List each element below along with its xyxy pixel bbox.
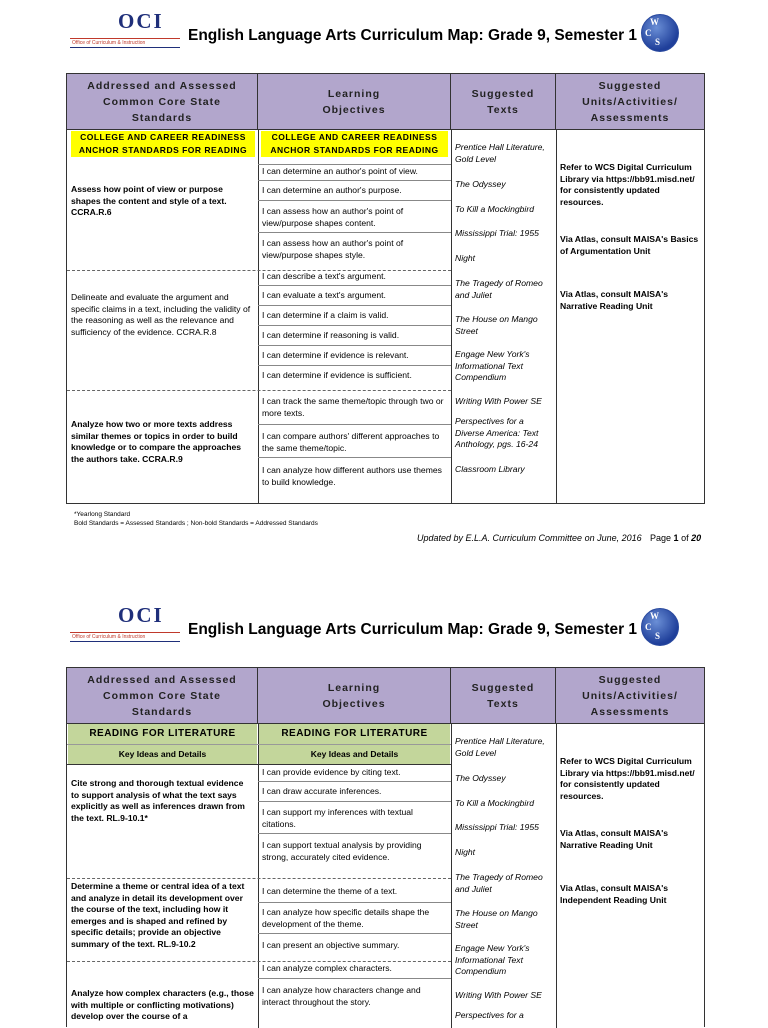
objective-rule <box>258 978 451 979</box>
page-of-label: of <box>681 533 689 543</box>
text-title: The Tragedy of Romeo and Juliet <box>455 872 543 894</box>
objective-rule <box>258 345 451 346</box>
objective-item: I can draw accurate inferences. <box>262 786 382 796</box>
strand-band-left: READING FOR LITERATURE <box>68 724 257 744</box>
text-title: Perspectives for a Diverse America: Text Anthology, pgs. 16-24 <box>455 416 539 449</box>
col-header-objectives: Learning Objectives <box>258 74 451 129</box>
objective-item: I can determine the theme of a text. <box>262 886 398 896</box>
text-title: Night <box>455 253 476 263</box>
seal-letter-w: W <box>650 17 659 27</box>
text-title: Prentice Hall Literature, Gold Level <box>455 142 545 164</box>
objective-item: I can determine an author's point of view. <box>262 166 418 176</box>
substrand-right: Key Ideas and Details <box>259 745 450 764</box>
seal-letter-s: S <box>655 37 661 47</box>
unit-item: Via Atlas, consult MAISA's Narrative Reading Unit <box>560 289 669 311</box>
objective-item: I can analyze how different authors use themes to build knowledge. <box>262 465 442 487</box>
col-header-units: Suggested Units/Activities/ Assessments <box>556 74 704 129</box>
text-title: To Kill a Mockingbird <box>455 798 534 808</box>
col-header-standards: Addressed and Assessed Common Core State Standards <box>67 74 258 129</box>
text-title: Perspectives for a <box>455 1010 524 1020</box>
objective-item: I can assess how an author's point of view/purpose shapes content. <box>262 206 404 228</box>
standard-ccra-r9: Analyze how two or more texts address similar themes or topics in order to build knowledge or to compare the approaches the authors take. CCRA.R.9 <box>71 419 242 464</box>
text-title: Prentice Hall Literature, Gold Level <box>455 736 545 758</box>
objective-rule <box>258 933 451 934</box>
standard-rl-9-10-1: Cite strong and thorough textual evidence to support analysis of what the text says explicitly as well as inferences drawn from the text. RL.9-10.1* <box>71 778 245 823</box>
objective-rule <box>258 457 451 458</box>
objective-item: I can assess how an author's point of view/purpose shapes style. <box>262 238 404 260</box>
text-title: Night <box>455 847 476 857</box>
logo-divider <box>70 38 180 39</box>
text-title: The House on Mango Street <box>455 908 538 930</box>
col-rule-1 <box>258 129 259 504</box>
page-title: English Language Arts Curriculum Map: Grade 9, Semester 1 <box>188 621 638 638</box>
objective-rule <box>258 285 451 286</box>
objective-rule <box>258 801 451 802</box>
standard-ccra-r6: Assess how point of view or purpose shapes the content and style of a text. CCRA.R.6 <box>71 184 227 217</box>
unit-item: Via Atlas, consult MAISA's Independent Reading Unit <box>560 883 669 905</box>
text-title: The Tragedy of Romeo and Juliet <box>455 278 543 300</box>
objective-item: I can describe a text's argument. <box>262 271 386 281</box>
objective-rule <box>258 180 451 181</box>
objective-rule <box>258 200 451 201</box>
logo-subtitle: Office of Curriculum & Instruction <box>72 40 146 46</box>
objective-rule <box>258 365 451 366</box>
text-title: Mississippi Trial: 1955 <box>455 822 539 832</box>
logo-divider <box>70 632 180 633</box>
text-title: Engage New York's Informational Text Compendium <box>455 943 530 976</box>
text-title: Engage New York's Informational Text Compendium <box>455 349 530 382</box>
objective-item: I can present an objective summary. <box>262 940 400 950</box>
text-title: The Odyssey <box>455 179 506 189</box>
text-title: The House on Mango Street <box>455 314 538 336</box>
objective-rule <box>258 232 451 233</box>
objective-rule <box>258 424 451 425</box>
seal-letter-w: W <box>650 611 659 621</box>
unit-item: Via Atlas, consult MAISA's Narrative Reading Unit <box>560 828 669 850</box>
anchor-band-right: COLLEGE AND CAREER READINESS ANCHOR STANDARDS FOR READING <box>261 131 448 157</box>
standard-rl-9-10-2: Determine a theme or central idea of a text and analyze in detail its development over the course of the text, including how it emerges and is shaped and refined by specific details; provide an objective summary of the text. RL.9-10.2 <box>71 881 245 949</box>
objective-rule <box>258 325 451 326</box>
objective-item: I can determine if evidence is sufficient. <box>262 370 412 380</box>
standard-rl-9-10-3: Analyze how complex characters (e.g., those with multiple or conflicting motivations) develop over the course of a <box>71 988 254 1021</box>
objective-item: I can support my inferences with textual citations. <box>262 807 413 829</box>
objective-item: I can evaluate a text's argument. <box>262 290 386 300</box>
col-rule-3 <box>556 129 557 504</box>
col-header-texts: Suggested Texts <box>451 74 556 129</box>
page-label: Page <box>650 533 672 543</box>
col-header-standards: Addressed and Assessed Common Core State Standards <box>67 668 258 723</box>
footnote-yearlong: *Yearlong Standard <box>74 511 131 518</box>
oci-logo: OCI <box>118 603 164 627</box>
row-divider <box>67 390 451 391</box>
curriculum-table <box>66 667 705 1027</box>
strand-band-right: READING FOR LITERATURE <box>259 724 450 744</box>
seal-letter-c: C <box>645 28 652 38</box>
objective-item: I can determine if reasoning is valid. <box>262 330 400 340</box>
page-number: 1 <box>673 533 679 543</box>
objective-item: I can analyze complex characters. <box>262 963 392 973</box>
text-title: Writing With Power SE <box>455 990 542 1000</box>
objective-item: I can determine an author's purpose. <box>262 185 402 195</box>
unit-resource-link: Refer to WCS Digital Curriculum Library via https://bb91.misd.net/ for consistently updated resources. <box>560 756 695 801</box>
row-divider <box>67 961 451 962</box>
footnote-legend: Bold Standards = Assessed Standards ; Non-bold Standards = Addressed Standards <box>74 520 318 527</box>
objective-rule <box>258 781 451 782</box>
page-2 <box>0 594 768 1024</box>
row-divider <box>67 878 451 879</box>
text-title: Writing With Power SE <box>455 396 542 406</box>
logo-subtitle: Office of Curriculum & Instruction <box>72 634 146 640</box>
page-header <box>0 0 768 56</box>
curriculum-table <box>66 73 705 504</box>
objective-rule <box>258 305 451 306</box>
objective-item: I can track the same theme/topic through two or more texts. <box>262 396 444 418</box>
logo-underline <box>70 641 180 642</box>
text-title: Classroom Library <box>455 464 525 474</box>
page-header <box>0 594 768 650</box>
seal-letter-c: C <box>645 622 652 632</box>
seal-letter-s: S <box>655 631 661 641</box>
objective-item: I can provide evidence by citing text. <box>262 767 401 777</box>
objective-item: I can support textual analysis by providing strong, accurately cited evidence. <box>262 840 422 862</box>
col-rule-2 <box>451 723 452 1028</box>
text-title: The Odyssey <box>455 773 506 783</box>
objective-item: I can analyze how characters change and interact throughout the story. <box>262 985 421 1007</box>
col-header-units: Suggested Units/Activities/ Assessments <box>556 668 704 723</box>
objective-item: I can determine if evidence is relevant. <box>262 350 409 360</box>
objective-item: I can analyze how specific details shape the development of the theme. <box>262 907 430 929</box>
col-rule-3 <box>556 723 557 1028</box>
objective-item: I can determine if a claim is valid. <box>262 310 389 320</box>
header-rule <box>67 129 704 130</box>
band-bottom-rule <box>67 764 451 765</box>
standard-ccra-r8: Delineate and evaluate the argument and specific claims in a text, including the validity of the reasoning as well as the relevance and sufficiency of the evidence. CCRA.R.8 <box>71 292 251 337</box>
anchor-band-left: COLLEGE AND CAREER READINESS ANCHOR STANDARDS FOR READING <box>71 131 255 157</box>
page-title: English Language Arts Curriculum Map: Grade 9, Semester 1 <box>188 27 638 44</box>
text-title: Mississippi Trial: 1955 <box>455 228 539 238</box>
wcs-seal-icon <box>641 608 679 646</box>
objective-rule <box>258 902 451 903</box>
text-title: To Kill a Mockingbird <box>455 204 534 214</box>
col-rule-2 <box>451 129 452 504</box>
objective-rule <box>258 833 451 834</box>
objective-item: I can compare authors' different approaches to the same theme/topic. <box>262 431 440 453</box>
objective-rule <box>258 164 451 165</box>
page-counter <box>650 533 701 543</box>
page-total: 20 <box>691 533 702 543</box>
oci-logo: OCI <box>118 9 164 33</box>
unit-resource-link: Refer to WCS Digital Curriculum Library via https://bb91.misd.net/ for consistently updated resources. <box>560 162 695 207</box>
substrand-left: Key Ideas and Details <box>68 745 257 764</box>
updated-note: Updated by E.L.A. Curriculum Committee on June, 2016 <box>417 533 642 543</box>
col-header-texts: Suggested Texts <box>451 668 556 723</box>
wcs-seal-icon <box>641 14 679 52</box>
logo-underline <box>70 47 180 48</box>
col-rule-1 <box>258 723 259 1028</box>
col-header-objectives: Learning Objectives <box>258 668 451 723</box>
unit-item: Via Atlas, consult MAISA's Basics of Argumentation Unit <box>560 234 699 256</box>
